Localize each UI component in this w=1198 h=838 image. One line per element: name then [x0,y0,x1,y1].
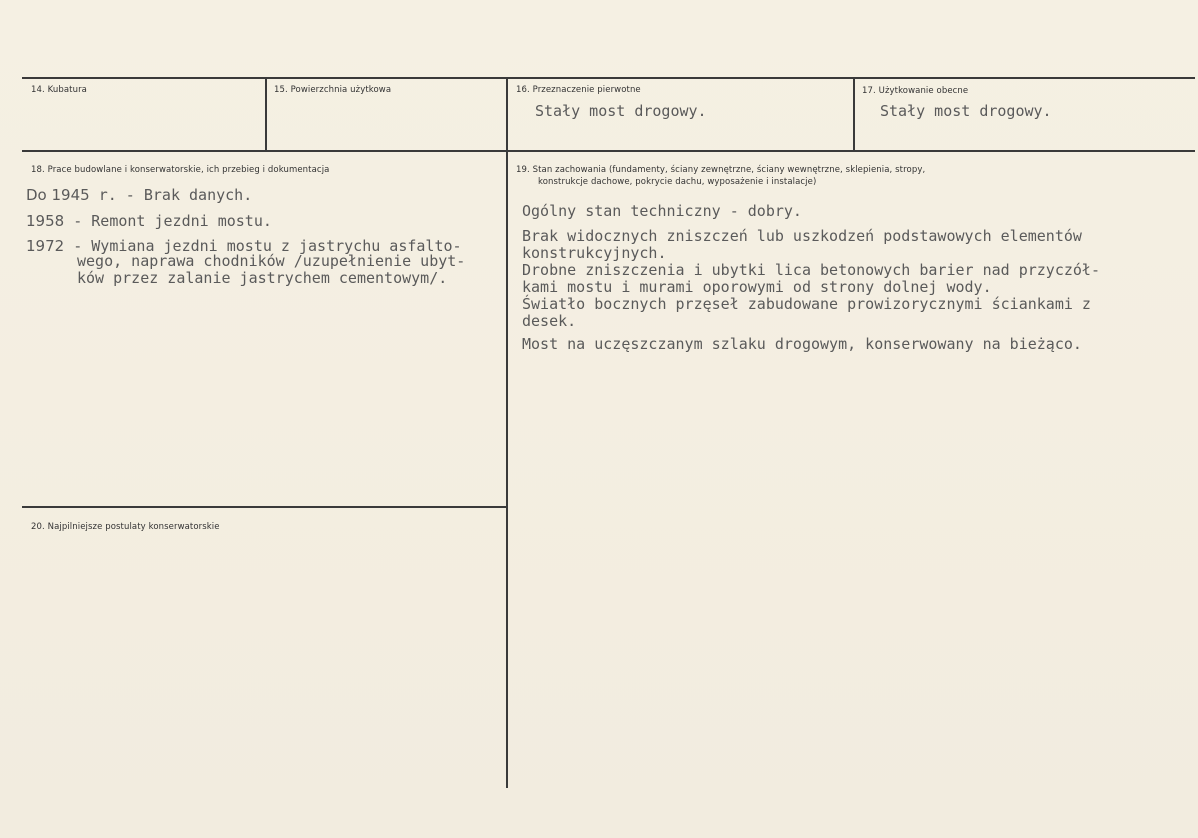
field-16-label: 16. Przeznaczenie pierwotne [516,85,641,95]
divider-16-17 [853,77,855,150]
entry-year: 1972 [26,237,65,255]
field-17-value: Stały most drogowy. [880,102,1052,120]
entry-year: 1958 [26,212,65,230]
field-14-label: 14. Kubatura [31,85,87,95]
field-20-label: 20. Najpilniejsze postulaty konserwatorskie [31,522,220,532]
section-18-20-divider [22,506,506,508]
entry-year: Do 1945 [26,186,90,204]
field-17-label: 17. Użytkowanie obecne [862,86,969,96]
divider-left-right [506,150,508,788]
top-border-line [22,77,1195,79]
field-19-line: Brak widocznych zniszczeń lub uszkodzeń podstawowych elementów [522,227,1082,245]
field-19-line: kami mostu i murami oporowymi od strony dolnej wody. [522,278,992,296]
field-19-line: Most na uczęszczanym szlaku drogowym, konserwowany na bieżąco. [522,335,1082,353]
divider-15-16 [506,77,508,150]
field-18-continuation: wego, naprawa chodników /uzupełnienie ubyt- [77,252,466,270]
field-15-label: 15. Powierzchnia użytkowa [274,85,392,95]
field-19-label-line2: konstrukcje dachowe, pokrycie dachu, wyposażenie i instalacje) [538,177,817,187]
field-19-line: konstrukcyjnych. [522,244,667,262]
field-18-entry [26,211,272,230]
field-19-line: desek. [522,312,577,330]
entry-text: - Wymiana jezdni mostu z jastrychu asfalto- [64,237,462,255]
field-19-line: Ogólny stan techniczny - dobry. [522,202,802,220]
entry-text: - Remont jezdni mostu. [64,212,272,230]
divider-14-15 [265,77,267,150]
middle-border-line [22,150,1195,152]
field-18-entry [26,185,252,204]
field-18-continuation: ków przez zalanie jastrychem cementowym/. [77,269,448,287]
field-19-line: Drobne zniszczenia i ubytki lica betonowych barier nad przyczół- [522,261,1100,279]
field-19-label-line1: 19. Stan zachowania (fundamenty, ściany zewnętrzne, ściany wewnętrzne, sklepienia, stropy, [516,165,926,175]
entry-text: r. - Brak danych. [89,186,253,204]
field-16-value: Stały most drogowy. [535,102,707,120]
field-19-line: Światło bocznych przęseł zabudowane prowizorycznymi ściankami z [522,295,1091,313]
field-18-label: 18. Prace budowlane i konserwatorskie, ich przebieg i dokumentacja [31,165,330,175]
